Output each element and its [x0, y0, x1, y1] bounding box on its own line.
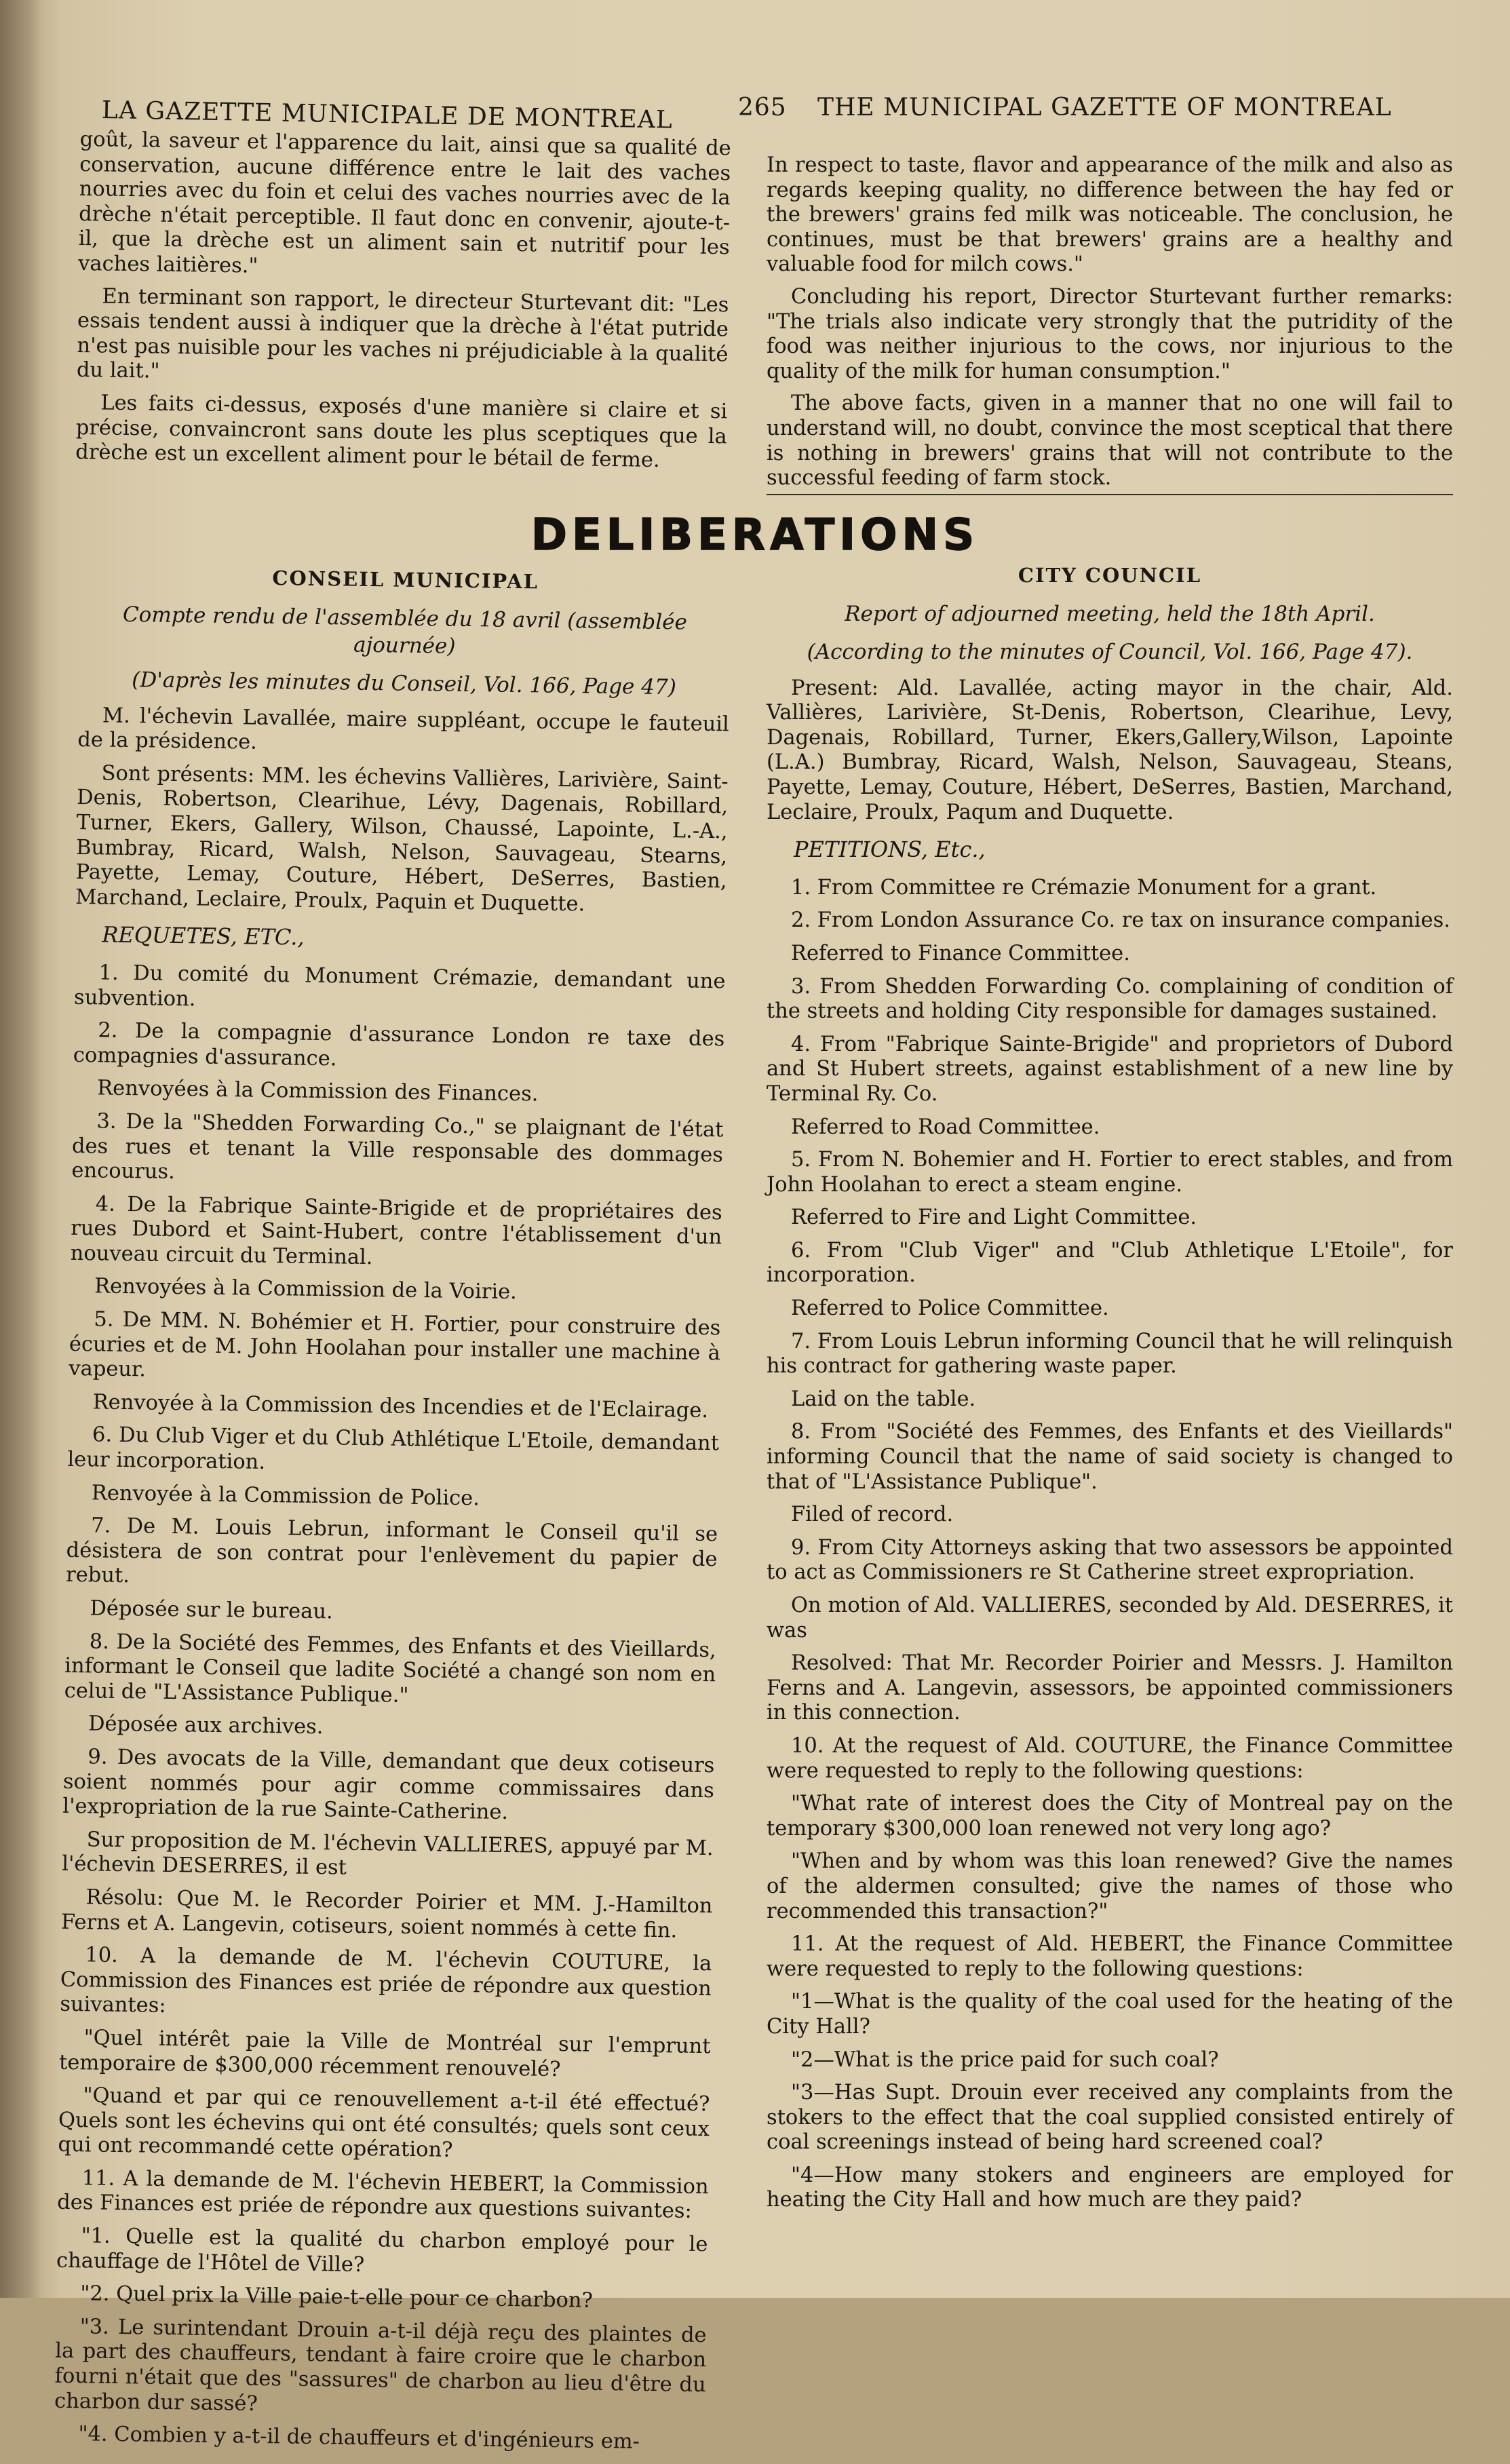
subtitle: Compte rendu de l'assemblée du 18 avril (assemblée ajournée) [122, 602, 688, 659]
list-item: Renvoyées à la Commission des Finances. [96, 1076, 539, 1106]
page-header [0, 94, 1510, 134]
source-note: (D'après les minutes du Conseil, Vol. 166, Page 47) [132, 667, 677, 699]
section-title: DELIBERATIONS [530, 510, 980, 560]
list-item: 5. De MM. N. Bohémier et H. Fortier, pour construire des écuries et de M. John Hoolahan pour installer une machine à vapeur. [69, 1307, 721, 1382]
paragraph: En terminant son rapport, le directeur Sturtevant dit: "Les essais tendent aussi à indiquer que la drèche à l'état putride n'est pas nuisible pour les vaches ni préjudiciable à la qualité du lait." [76, 284, 729, 384]
paragraph: goût, la saveur et l'apparence du lait, ainsi que sa qualité de conservation, aucune différence entre le lait des vaches nourries avec du foin et celui des vaches nourries avec de la drèche n'était perceptible. Il faut donc en convenir, ajoute-t-il, que la drèche est un aliment sain et nutritif pour les vaches laitières." [77, 128, 731, 278]
divider [767, 494, 1453, 495]
list-item: 8. From "Société des Femmes, des Enfants et des Vieillards" informing Council that the name of said society is changed to that of "L'Assistance Publique". [767, 1420, 1453, 1494]
list-item: Déposée aux archives. [88, 1712, 324, 1739]
list-item: 9. Des avocats de la Ville, demandant que deux cotiseurs soient nommés pour agir comme commissaires dans l'expropriation de la rue Sainte-Catherine. [62, 1745, 715, 1825]
list-item: 10. A la demande de M. l'échevin COUTURE, la Commission des Finances est priée de répondre aux question suivantes: [60, 1943, 712, 2018]
top-article-en [767, 153, 1453, 499]
header-title-en: THE MUNICIPAL GAZETTE OF MONTREAL [817, 94, 1392, 121]
list-item: Referred to Police Committee. [791, 1296, 1109, 1321]
list-item: Renvoyée à la Commission des Incendies et de l'Eclairage. [92, 1390, 709, 1423]
list-item: 11. At the request of Ald. HEBERT, the Finance Committee were requested to reply to the following questions: [767, 1932, 1453, 1981]
list-item: "1. Quelle est la qualité du charbon employé pour le chauffage de l'Hôtel de Ville? [56, 2224, 708, 2277]
attendance-list: Present: Ald. Lavallée, acting mayor in the chair, Ald. Vallières, Larivière, St-Denis, Robertson, Clearihue, Levy, Dagenais, Robillard, Turner, Ekers,Gallery,Wilson, Lapointe (L.A.) Bumbray, Ricard, Walsh, Nelson, Sauvageau, Steans, Payette, Lemay, Couture, Hébert, DeSerres, Bastien, Marchand, Leclaire, Proulx, Paqum and Duquette. [767, 676, 1453, 824]
list-item: 4. From "Fabrique Sainte-Brigide" and proprietors of Dubord and St Hubert streets, against establishment of a new line by Terminal Ry. Co. [767, 1032, 1453, 1106]
list-item: "2. Quel prix la Ville paie-t-elle pour ce charbon? [80, 2282, 594, 2313]
list-item: 11. A la demande de M. l'échevin HEBERT, la Commission des Finances est priée de répondre aux questions suivantes: [57, 2166, 709, 2224]
list-item: 10. At the request of Ald. COUTURE, the Finance Committee were requested to reply to the following questions: [767, 1733, 1453, 1783]
list-item: Resolved: That Mr. Recorder Poirier and Messrs. J. Hamilton Ferns and A. Langevin, assessors, be appointed commissioners in this connection. [767, 1651, 1453, 1725]
paragraph: In respect to taste, flavor and appearance of the milk and also as regards keeping quality, no difference between the hay fed or the brewers' grains fed milk was noticeable. The conclusion, he continues, must be that brewers' grains are a healthy and valuable food for milch cows." [767, 153, 1453, 277]
list-item: "3. Le surintendant Drouin a-t-il déjà reçu des plaintes de la part des chauffeurs, tendant à faire croire que le charbon fourni n'était que des "sassures" de charbon au lieu d'être du charbon dur sassé? [54, 2315, 707, 2416]
list-item: 2. De la compagnie d'assurance London re taxe des compagnies d'assurance. [73, 1018, 725, 1071]
deliberations-en [767, 563, 1453, 2221]
list-item: "4—How many stokers and engineers are employed for heating the City Hall and how much are they paid? [767, 2163, 1453, 2212]
list-item: Résolu: Que M. le Recorder Poirier et MM. J.-Hamilton Ferns et A. Langevin, cotiseurs, soient nommés à cette fin. [60, 1885, 713, 1943]
list-item: Referred to Fire and Light Committee. [791, 1206, 1197, 1230]
attendance-list: Sont présents: MM. les échevins Vallières, Larivière, Saint-Denis, Robertson, Clearihue, Lévy, Dagenais, Robillard, Turner, Ekers, Gallery, Wilson, Chaussé, Lapointe, L.-A., Bumbray, Ricard, Walsh, Nelson, Sauvageau, Stearns, Payette, Lemay, Couture, Hébert, DeSerres, Bastien, Marchand, Leclaire, Proulx, Paquin et Duquette. [75, 761, 729, 917]
list-item: Referred to Road Committee. [791, 1115, 1100, 1139]
list-item: Laid on the table. [791, 1387, 976, 1411]
top-article-fr [75, 128, 731, 482]
section-heading: CONSEIL MUNICIPAL [272, 566, 539, 594]
section-heading: CITY COUNCIL [1018, 564, 1202, 587]
attendance-chair: M. l'échevin Lavallée, maire suppléant, occupe le fauteuil de la présidence. [77, 704, 730, 754]
list-item: Renvoyée à la Commission de Police. [91, 1480, 480, 1510]
list-item: "Quand et par qui ce renouvellement a-t-il été effectué? Quels sont les échevins qui ont été consultés; quels sont ceux qui ont recommandé cette opération? [58, 2083, 710, 2163]
list-item: 4. De la Fabrique Sainte-Brigide et de propriétaires des rues Dubord et Saint-Hubert, contre l'établissement d'un nouveau circuit du Terminal. [70, 1192, 722, 1269]
list-item: "4. Combien y a-t-il de chauffeurs et d'ingénieurs em- [78, 2422, 640, 2455]
source-note: (According to the minutes of Council, Vol. 166, Page 47). [807, 639, 1413, 664]
list-item: Referred to Finance Committee. [791, 941, 1130, 965]
list-item: 1. Du comité du Monument Crémazie, demandant une subvention. [73, 961, 726, 1011]
list-item: 8. De la Société des Femmes, des Enfants et des Vieillards, informant le Conseil que ladite Société a changé son nom en celui de "L'Assistance Publique." [64, 1629, 716, 1708]
list-item: 1. From Committee re Crémazie Monument for a grant. [791, 875, 1377, 900]
list-item: "3—Has Supt. Drouin ever received any complaints from the stokers to the effect that the coal supplied consisted entirely of coal screenings instead of being hard screened coal? [767, 2081, 1453, 2155]
list-item: Filed of record. [791, 1503, 954, 1527]
list-item: 5. From N. Bohemier and H. Fortier to erect stables, and from John Hoolahan to erect a steam engine. [767, 1148, 1453, 1197]
list-item: 3. De la "Shedden Forwarding Co.," se plaignant de l'état des rues et tenant la Ville responsable des dommages encourus. [71, 1109, 724, 1185]
list-item: "1—What is the quality of the coal used for the heating of the City Hall? [767, 1990, 1453, 2039]
list-item: Renvoyées à la Commission de la Voirie. [94, 1274, 518, 1305]
binding-edge [0, 0, 41, 2298]
list-item: 6. Du Club Viger et du Club Athlétique L'Etoile, demandant leur incorporation. [67, 1423, 720, 1474]
deliberations-fr [54, 563, 731, 2464]
list-item: "2—What is the price paid for such coal? [791, 2047, 1219, 2072]
list-item: Sur proposition de M. l'échevin VALLIERES, appuyé par M. l'échevin DESERRES, il est [61, 1828, 714, 1881]
list-item: 7. De M. Louis Lebrun, informant le Conseil qu'il se désistera de son contrat pour l'enlèvement du papier de rebut. [65, 1514, 718, 1588]
list-item: 2. From London Assurance Co. re tax on insurance companies. [791, 908, 1450, 933]
subsection-heading: PETITIONS, Etc., [794, 836, 986, 863]
paragraph: Concluding his report, Director Sturtevant further remarks: "The trials also indicate very strongly that the putridity of the food was neither injurious to the cows, nor injurious to the quality of the milk for human consumption." [767, 284, 1453, 383]
header-title-fr: LA GAZETTE MUNICIPALE DE MONTREAL [101, 96, 674, 134]
list-item: 6. From "Club Viger" and "Club Athletique L'Etoile", for incorporation. [767, 1238, 1453, 1288]
subsection-heading: REQUETES, ETC., [102, 921, 305, 951]
subtitle: Report of adjourned meeting, held the 18th April. [845, 601, 1375, 626]
list-item: "What rate of interest does the City of Montreal pay on the temporary $300,000 loan renewed not very long ago? [767, 1792, 1453, 1841]
list-item: On motion of Ald. VALLIERES, seconded by Ald. DESERRES, it was [767, 1594, 1453, 1642]
list-item: Déposée sur le bureau. [90, 1596, 333, 1624]
list-item: 9. From City Attorneys asking that two assessors be appointed to act as Commissioners re St Catherine street expropriation. [767, 1535, 1453, 1585]
paragraph: Les faits ci-dessus, exposés d'une manière si claire et si précise, convaincront sans doute les plus sceptiques que la drèche est un excellent aliment pour le bétail de ferme. [75, 391, 728, 473]
page-number: 265 [738, 94, 787, 121]
paragraph: The above facts, given in a manner that no one will fail to understand will, no doubt, convince the most sceptical that there is nothing in brewers' grains that will not contribute to the successful feeding of farm stock. [767, 391, 1453, 490]
list-item: 3. From Shedden Forwarding Co. complaining of condition of the streets and holding City responsible for damages sustained. [767, 974, 1453, 1024]
list-item: 7. From Louis Lebrun informing Council that he will relinquish his contract for gathering waste paper. [767, 1329, 1453, 1379]
list-item: "Quel intérêt paie la Ville de Montréal sur l'emprunt temporaire de $300,000 récemment renouvelé? [58, 2026, 711, 2081]
list-item: "When and by whom was this loan renewed? Give the names of the aldermen consulted; give the names of those who recommended this transaction?" [767, 1849, 1453, 1923]
